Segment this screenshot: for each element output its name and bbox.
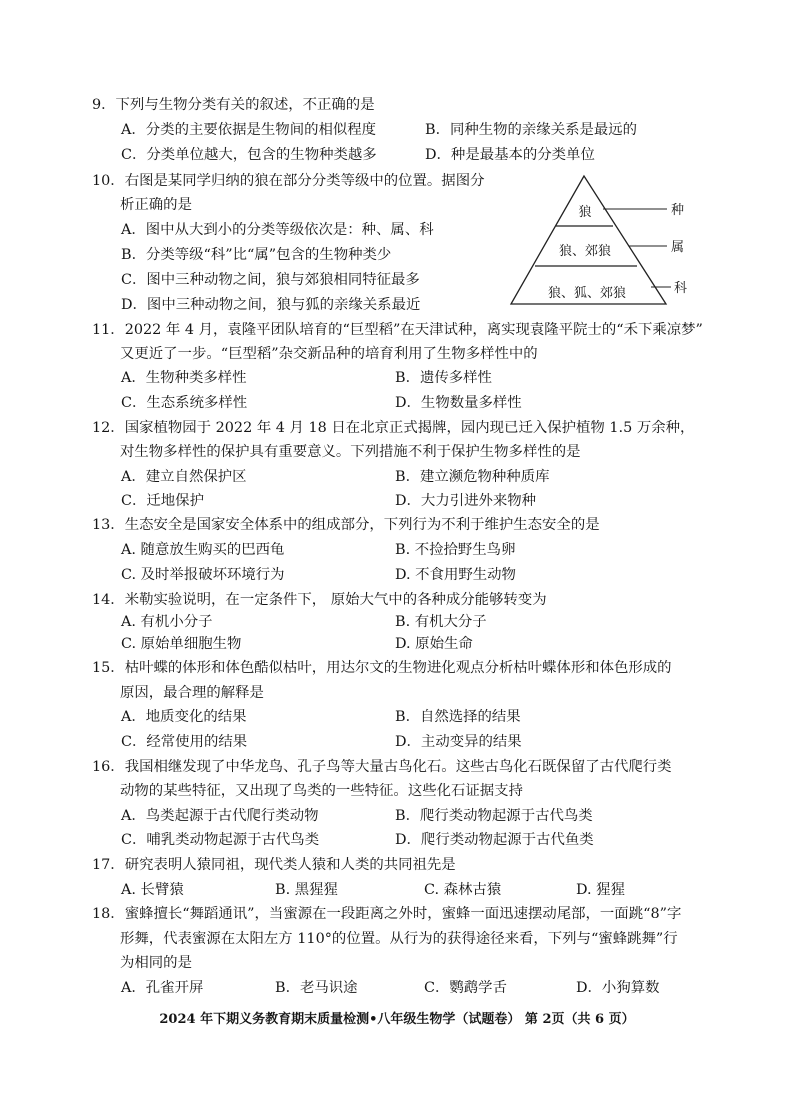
option-a: A. 有机小分子 (121, 614, 213, 630)
question-stem-continued: 对生物多样性的保护具有重要意义。下列措施不利于保护生物多样性的是 (120, 444, 581, 460)
question-stem: 11．2022 年 4 月，袁隆平团队培育的“巨型稻”在天津试种，离实现袁隆平院士的“禾下乘凉梦” (92, 322, 703, 338)
option-a: A．建立自然保护区 (121, 469, 247, 485)
option-b: B．老马识途 (275, 980, 358, 996)
option-c: C．鹦鹉学舌 (424, 980, 507, 996)
option-b: B. 有机大分子 (395, 614, 487, 630)
option-c: C．图中三种动物之间，狼与郊狼相同特征最多 (121, 272, 420, 288)
option-d: D．爬行类动物起源于古代鱼类 (395, 832, 594, 848)
question-stem: 17．研究表明人猿同祖，现代类人猿和人类的共同祖先是 (92, 857, 456, 873)
option-d: D. 猩猩 (576, 882, 625, 898)
option-c: C．哺乳类动物起源于古代鸟类 (121, 832, 320, 848)
option-c: C．经常使用的结果 (121, 734, 248, 750)
option-d: D. 不食用野生动物 (395, 567, 516, 583)
option-b: B. 不捡拾野生鸟卵 (395, 542, 516, 558)
question-stem: 9．下列与生物分类有关的叙述，不正确的是 (92, 97, 375, 113)
label-genus: 属 (671, 240, 685, 255)
option-d: D．种是最基本的分类单位 (425, 147, 595, 163)
option-c: C．迁地保护 (121, 493, 204, 509)
option-b: B．分类等级“科”比“属”包含的生物种类少 (121, 247, 392, 263)
option-c: C. 原始单细胞生物 (121, 636, 242, 652)
label-family: 科 (674, 281, 688, 296)
option-a: A．孔雀开屏 (121, 980, 204, 996)
option-a: A．分类的主要依据是生物间的相似程度 (121, 122, 377, 138)
question-stem: 15．枯叶蝶的体形和体色酷似枯叶，用达尔文的生物进化观点分析枯叶蝶体形和体色形成的 (92, 660, 672, 676)
question-stem-continued: 形舞，代表蜜源在太阳左方 110°的位置。从行为的获得途径来看，下列与“蜜蜂跳舞”行 (120, 931, 678, 947)
question-stem: 10．右图是某同学归纳的狼在部分分类等级中的位置。据图分 (92, 173, 485, 189)
question-stem-continued: 原因，最合理的解释是 (120, 685, 264, 701)
pyramid-outline (511, 176, 666, 304)
option-d: D．大力引进外来物种 (395, 493, 537, 509)
option-b: B．自然选择的结果 (395, 709, 521, 725)
option-d: D. 原始生命 (395, 636, 473, 652)
question-stem: 12．国家植物园于 2022 年 4 月 18 日在北京正式揭牌，园内现已迁入保护植物 1.5 万余种， (92, 420, 695, 436)
option-b: B. 黑猩猩 (275, 882, 338, 898)
option-a: A．生物种类多样性 (121, 370, 247, 386)
option-b: B．爬行类动物起源于古代鸟类 (395, 808, 593, 824)
question-stem-continued: 析正确的是 (120, 197, 192, 213)
option-b: B．同种生物的亲缘关系是最远的 (425, 122, 638, 138)
option-d: D．图中三种动物之间，狼与狐的亲缘关系最近 (121, 297, 421, 313)
classification-pyramid-diagram (505, 172, 695, 312)
question-stem: 18．蜜蜂擅长“舞蹈通讯”，当蜜源在一段距离之外时，蜜蜂一面迅速摆动尾部，一面跳“8”字 (92, 906, 682, 922)
option-d: D．主动变异的结果 (395, 734, 522, 750)
pyramid-level-middle: 狼、郊狼 (558, 244, 612, 259)
option-d: D．生物数量多样性 (395, 395, 522, 411)
pyramid-level-bottom: 狼、狐、郊狼 (547, 286, 627, 301)
option-a: A．鸟类起源于古代爬行类动物 (121, 808, 319, 824)
option-c: C. 森林古猿 (424, 882, 502, 898)
question-stem: 14．米勒实验说明，在一定条件下， 原始大气中的各种成分能够转变为 (92, 592, 547, 608)
question-stem-continued: 动物的某些特征，又出现了鸟类的一些特征。这些化石证据支持 (120, 783, 523, 799)
option-c: C. 及时举报破坏环境行为 (121, 567, 285, 583)
label-species: 种 (671, 203, 685, 218)
option-a: A．图中从大到小的分类等级依次是：种、属、科 (121, 222, 434, 238)
option-d: D．小狗算数 (576, 980, 660, 996)
option-a: A. 长臂猿 (121, 882, 184, 898)
option-b: B．遗传多样性 (395, 370, 492, 386)
question-stem-continued: 又更近了一步。“巨型稻”杂交新品种的培育利用了生物多样性中的 (120, 346, 538, 362)
option-a: A．地质变化的结果 (121, 709, 247, 725)
question-stem-continued: 为相同的是 (120, 955, 192, 971)
page-footer: 2024 年下期义务教育期末质量检测•八年级生物学（试题卷） 第 2页（共 6 页） (159, 1012, 635, 1027)
pyramid-level-top: 狼 (578, 205, 592, 220)
question-stem: 16．我国相继发现了中华龙鸟、孔子鸟等大量古鸟化石。这些古鸟化石既保留了古代爬行类 (92, 759, 672, 775)
option-c: C．生态系统多样性 (121, 395, 248, 411)
question-stem: 13．生态安全是国家安全体系中的组成部分，下列行为不利于维护生态安全的是 (92, 517, 600, 533)
option-a: A. 随意放生购买的巴西龟 (121, 542, 285, 558)
option-b: B．建立濒危物种种质库 (395, 469, 550, 485)
option-c: C．分类单位越大，包含的生物种类越多 (121, 147, 377, 163)
